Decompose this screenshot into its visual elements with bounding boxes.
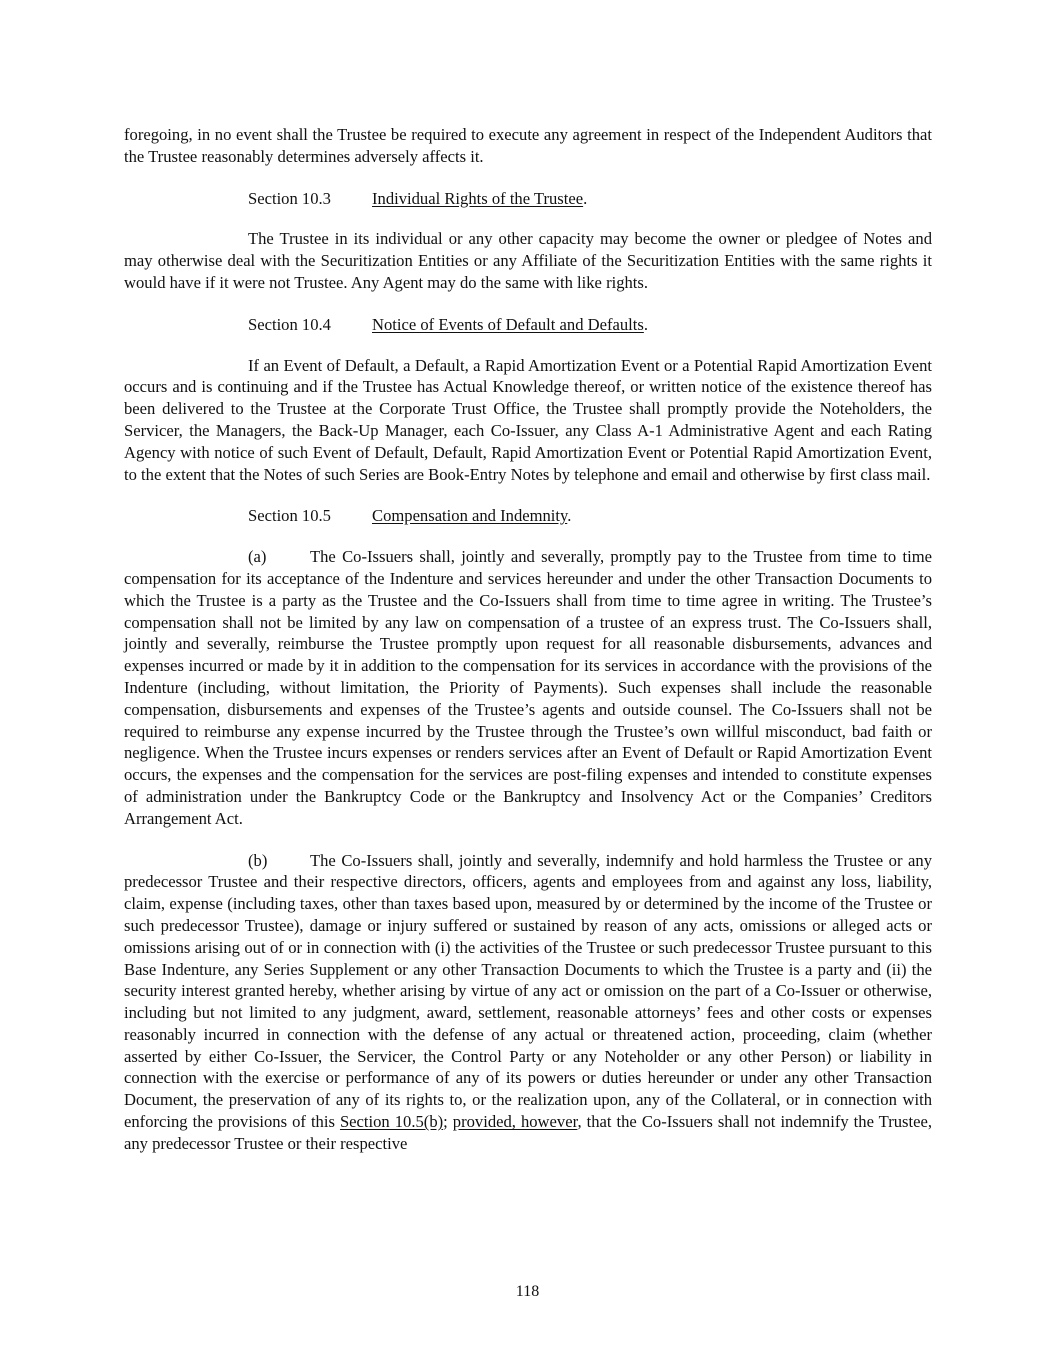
section-10-5-heading: Section 10.5 Compensation and Indemnity.	[248, 506, 572, 526]
page-number: 118	[515, 1283, 540, 1300]
clause-b-label: (b)	[248, 850, 268, 870]
section-title: Individual Rights of the Trustee	[372, 188, 584, 208]
section-number: Section 10.5	[248, 506, 331, 526]
intro-paragraph: foregoing, in no event shall the Trustee be required to execute any agreement in respect of the Independent Auditors that the Trustee reasonably determines adversely affects it.	[124, 125, 932, 166]
section-number: Section 10.4	[248, 314, 331, 334]
clause-b-text: The Co-Issuers shall, jointly and severally, indemnify and hold harmless the Trustee or any predecessor Trustee and their respective directors, officers, agents and employees from and against any loss, liability, claim, expense (including taxes, other than taxes based upon, measured by or determined by the income of the Trustee or such predecessor Trustee), damage or injury suffered or sustained by reason of any acts, omissions or alleged acts or omissions arising out of or in connection with (i) the activities of the Trustee or such predecessor Trustee pursuant to this Base Indenture, any Series Supplement or any other Transaction Documents to which the Trustee is a party and (ii) the security interest granted hereby, whether arising by virtue of any act or omission on the part of a Co-Issuer or otherwise, including but not limited to any judgment, award, settlement, reasonable attorneys’ fees and other costs or expenses reasonably incurred in connection with the defense of any actual or threatened action, proceeding, claim (whether asserted by either Co-Issuer, the Servicer, the Control Party or any Noteholder or any other Person) or liability in connection with the exercise or performance of any of its powers or duties hereunder or under any other Transaction Document, the preservation of any of its rights to, or the realization upon, any of the Collateral, or in connection with enforcing the provisions of this	[124, 850, 932, 1132]
clause-a-label: (a)	[248, 547, 267, 567]
section-10-3-paragraph: The Trustee in its individual or any other capacity may become the owner or pledgee of Notes and may otherwise deal with the Securitization Entities or any Affiliate of the Securitization Entities with the same rights it would have if it were not Trustee. Any Agent may do the same with like rights.	[124, 229, 932, 292]
clause-b-text: , that the Co-Issuers shall not indemnify the Trustee, any predecessor Trustee or their respective	[124, 1112, 933, 1153]
section-10-3-heading: Section 10.3 Individual Rights of the Trustee.	[248, 188, 588, 208]
clause-a-paragraph	[124, 546, 932, 829]
clause-b-paragraph	[124, 850, 932, 1155]
section-number: Section 10.3	[248, 188, 331, 208]
document-page	[124, 124, 932, 1175]
section-title: Compensation and Indemnity	[372, 506, 568, 526]
provided-however-term: provided, however	[452, 1112, 578, 1132]
section-title: Notice of Events of Default and Defaults	[372, 314, 644, 334]
clause-a-text: The Co-Issuers shall, jointly and severally, promptly pay to the Trustee from time to time compensation for its acceptance of the Indenture and services hereunder and under the other Transaction Documents to which the Trustee is a party as the Trustee and the Co-Issuers shall from time to time agree in writing. The Trustee’s compensation shall not be limited by any law on compensation of a trustee of an express trust. The Co-Issuers shall, jointly and severally, reimburse the Trustee promptly upon request for all reasonable disbursements, advances and expenses incurred or made by it in addition to the compensation for its services in accordance with the provisions of the Indenture (including, without limitation, the Priority of Payments). Such expenses shall include the reasonable compensation, disbursements and expenses of the Trustee’s agents and outside counsel. The Co-Issuers shall not be required to reimburse any expense incurred by the Trustee through the Trustee’s own willful misconduct, bad faith or negligence. When the Trustee incurs expenses or renders services after an Event of Default or Rapid Amortization Event occurs, the expenses and the compensation for the services are post-filing expenses and intended to constitute expenses of administration under the Bankruptcy Code or the Bankruptcy and Insolvency Act or the Companies’ Creditors Arrangement Act.	[124, 547, 932, 828]
section-10-4-heading: Section 10.4 Notice of Events of Default and Defaults.	[248, 314, 649, 334]
section-reference-link: Section 10.5(b)	[339, 1112, 444, 1132]
section-10-4-paragraph: If an Event of Default, a Default, a Rapid Amortization Event or a Potential Rapid Amortization Event occurs and is continuing and if the Trustee has Actual Knowledge thereof, or written notice of the existence thereof has been delivered to the Trustee at the Corporate Trust Office, the Trustee shall promptly provide the Noteholders, the Servicer, the Managers, the Back-Up Manager, each Co-Issuer, any Class A-1 Administrative Agent and each Rating Agency with notice of such Event of Default, Default, Rapid Amortization Event or Potential Rapid Amortization Event, to the extent that the Notes of such Series are Book-Entry Notes by telephone and email and otherwise by first class mail.	[124, 355, 932, 484]
clause-b-text: ;	[443, 1112, 453, 1132]
